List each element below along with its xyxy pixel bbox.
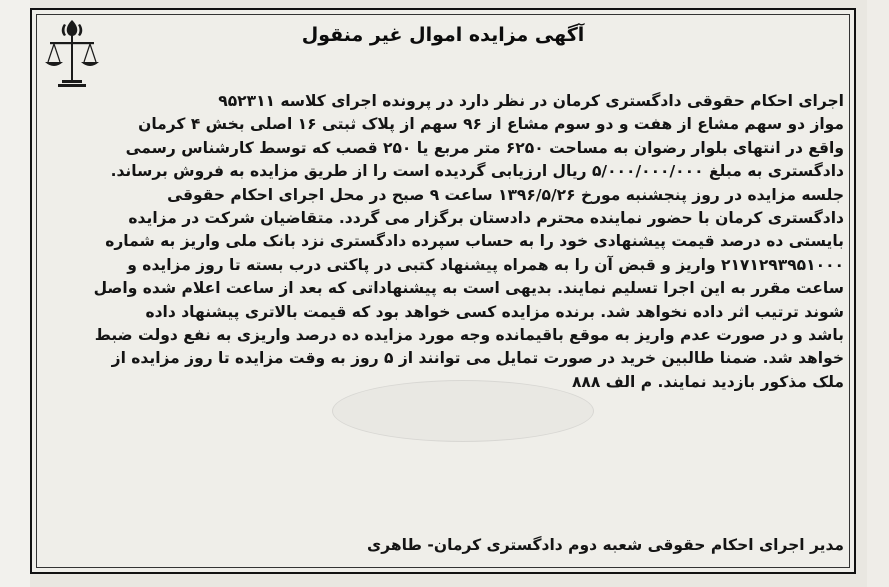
auction-notice xyxy=(30,8,856,574)
notice-title: آگهی مزایده اموال غیر منقول xyxy=(301,24,585,46)
scan-edge-left xyxy=(0,0,30,587)
body-line: دادگستری به مبلغ ۵/۰۰۰/۰۰۰/۰۰۰ ریال ارزیابی گردیده است را از طریق مزایده به فروش برساند. xyxy=(110,162,844,181)
scan-edge-right xyxy=(867,0,889,587)
body-line: اجرای احکام حقوقی دادگستری کرمان در نظر دارد در پرونده اجرای کلاسه ۹۵۲۳۱۱ xyxy=(218,92,844,110)
body-line: مواز دو سهم مشاع از هفت و دو سوم مشاع از ۹۶ سهم از پلاک ثبتی ۱۶ اصلی بخش ۴ کرمان xyxy=(138,115,844,134)
body-line: ۲۱۷۱۲۹۳۹۵۱۰۰۰ واریز و قبض آن را به همراه پیشنهاد کتبی در پاکتی درب بسته تا روز مزایده و xyxy=(127,255,844,274)
body-line: واقع در انتهای بلوار رضوان به مساحت ۶۲۵۰ متر مربع یا ۲۵۰ قصب که توسط کارشناس رسمی xyxy=(125,138,844,157)
body-line: بایستی ده درصد قیمت پیشنهادی خود را به حساب سپرده دادگستری نزد بانک ملی واریز به شماره xyxy=(105,232,844,251)
body-line: خواهد شد. ضمنا طالبین خرید در صورت تمایل می توانند از ۵ روز به وقت مزایده تا روز مزایده از xyxy=(111,349,844,368)
body-line: ملک مذکور بازدید نمایند. م الف ۸۸۸ xyxy=(571,372,844,391)
body-line: ساعت مقرر به این اجرا تسلیم نمایند. بدیهی است به پیشنهاداتی که بعد از ساعت اعلام شده واصل xyxy=(93,279,844,298)
notice-body xyxy=(44,90,844,394)
body-line: دادگستری کرمان با حضور نماینده محترم دادستان برگزار می گردد. متقاضیان شرکت در مزایده xyxy=(128,209,844,228)
body-line: جلسه مزایده در روز پنجشنبه مورخ ۱۳۹۶/۵/۲۶ ساعت ۹ صبح در محل اجرای احکام حقوقی xyxy=(167,185,844,204)
body-line: شوند ترتیب اثر داده نخواهد شد. برنده مزایده کسی خواهد بود که قیمت بالاتری پیشنهاد داده xyxy=(145,302,844,321)
body-line: باشد و در صورت عدم واریز به موقع باقیمانده وجه مورد مزایده ده درصد واریزی به نفع دولت ضبط xyxy=(94,326,844,345)
notice-signature: مدیر اجرای احکام حقوقی شعبه دوم دادگستری کرمان- طاهری xyxy=(367,536,844,554)
